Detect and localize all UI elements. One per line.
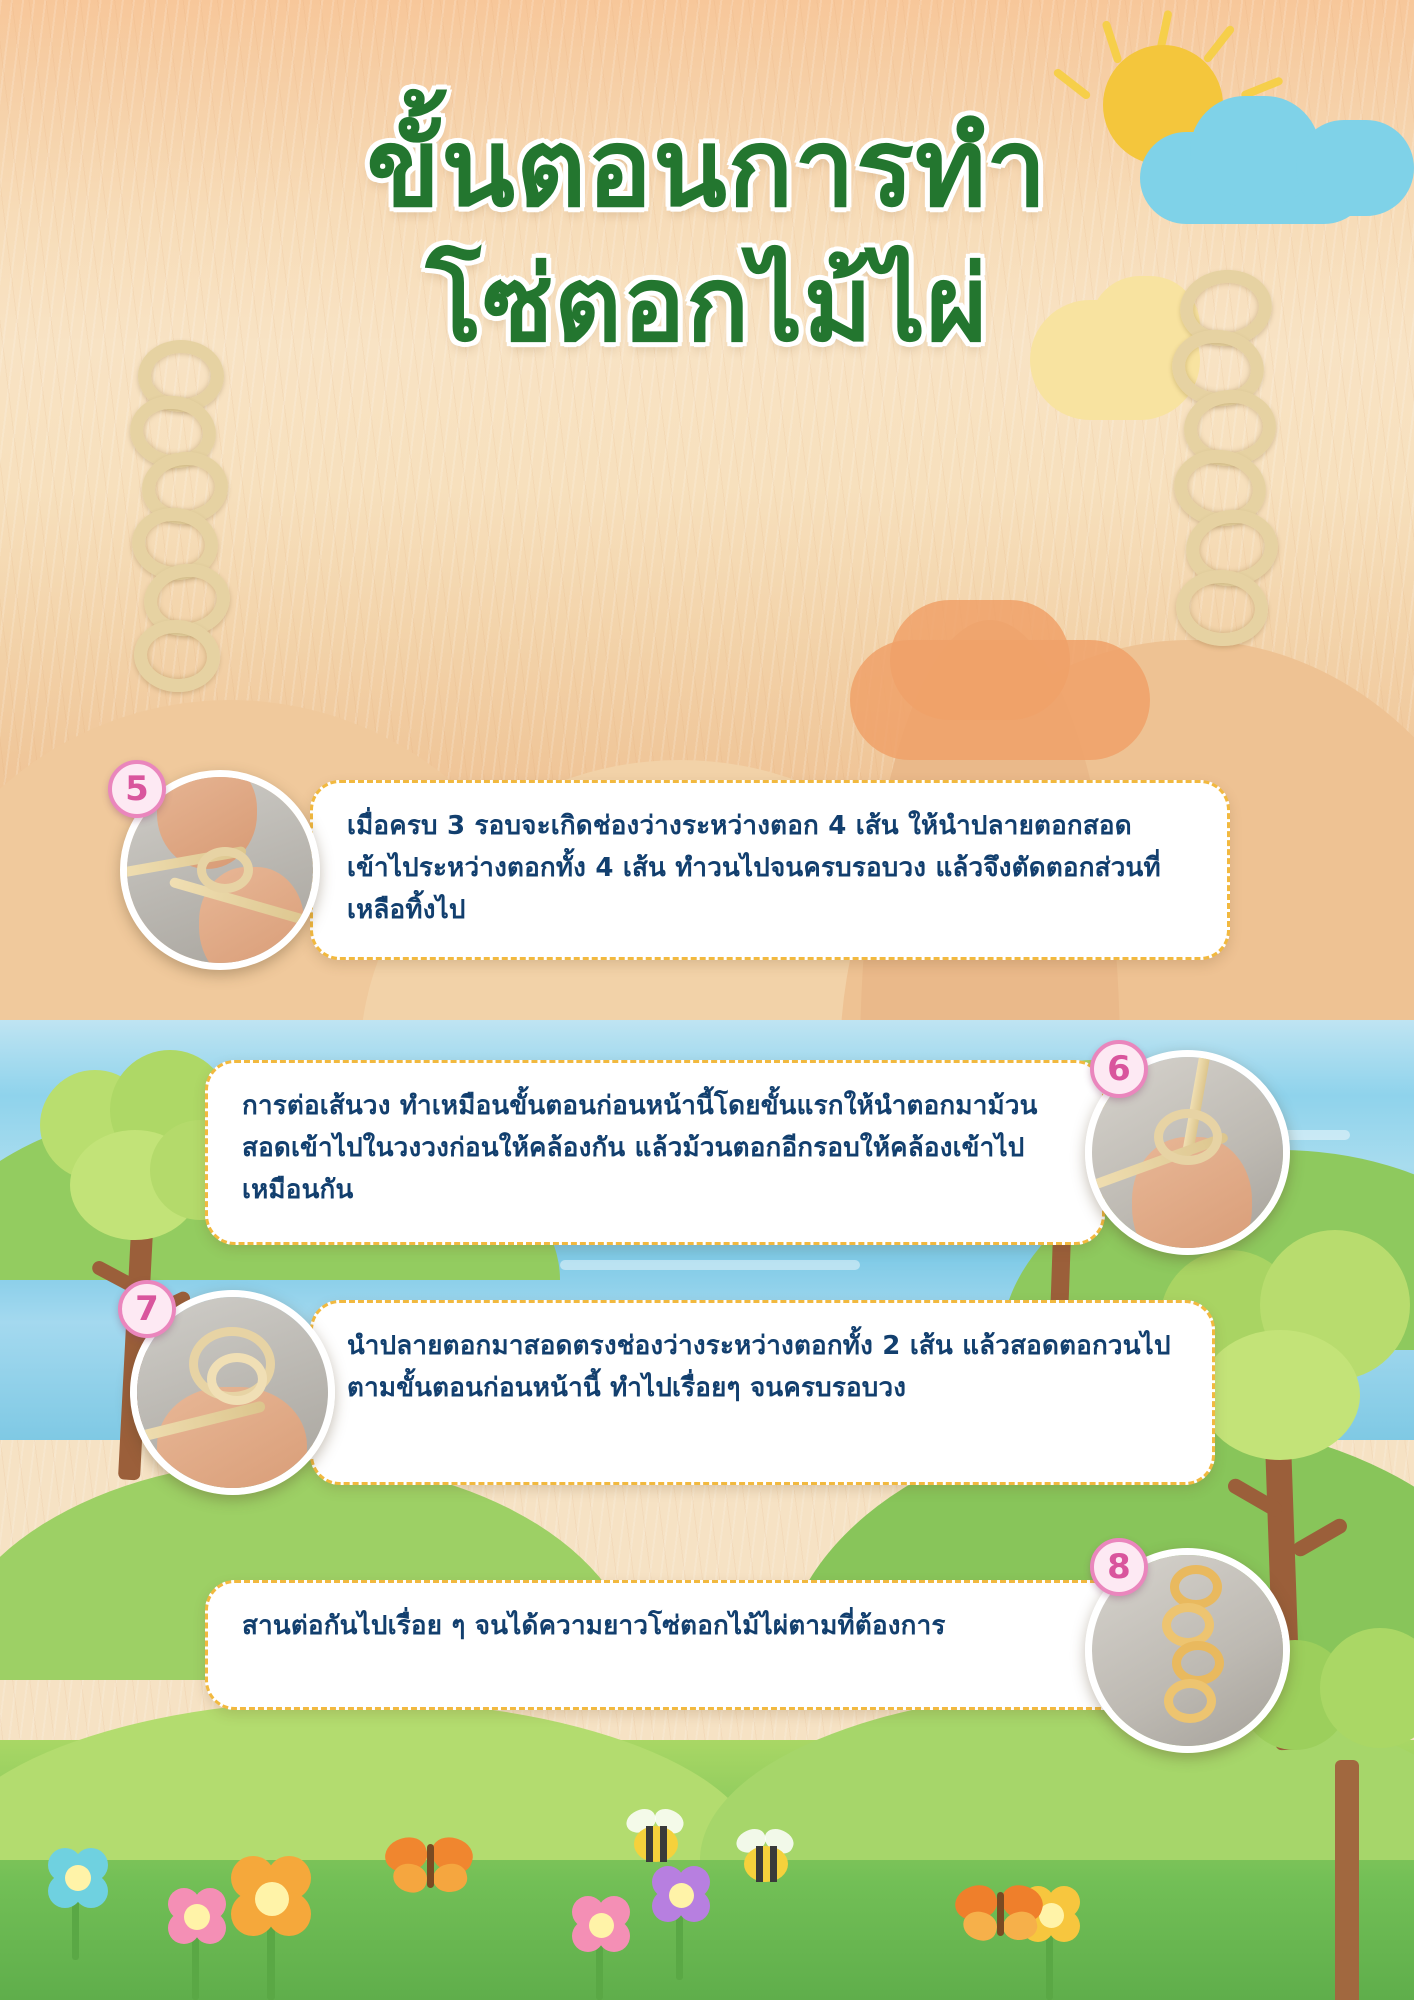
flower-icon xyxy=(215,1850,325,2000)
flower-icon xyxy=(560,1890,640,2000)
shrub-shape xyxy=(890,600,1070,720)
step-5-textbox xyxy=(310,780,1230,960)
step-7-text: นำปลายตอกมาสอดตรงช่องว่างระหว่างตอกทั้ง 2 เส้น แล้วสอดตอกวนไปตามขั้นตอนก่อนหน้านี้ ทำไปเรื่อยๆ จนครบรอบวง xyxy=(347,1331,1171,1404)
step-5-text: เมื่อครบ 3 รอบจะเกิดช่องว่างระหว่างตอก 4 เส้น ให้นำปลายตอกสอดเข้าไประหว่างตอกทั้ง 4 เส้น ทำวนไปจนครบรอบวง แล้วจึงตัดตอกส่วนที่เหลือทิ้งไป xyxy=(347,811,1161,926)
bee-icon xyxy=(730,1830,800,1890)
butterfly-icon xyxy=(385,1832,475,1902)
poster-title xyxy=(0,100,1414,371)
step-6-textbox xyxy=(205,1060,1105,1245)
step-8-textbox xyxy=(205,1580,1135,1710)
step-5-number-badge: 5 xyxy=(108,760,166,818)
step-6-number-badge: 6 xyxy=(1090,1040,1148,1098)
flower-icon xyxy=(30,1840,120,1960)
title-line-2: โซ่ตอกไม้ไผ่ xyxy=(425,243,989,366)
title-line-1: ขั้นตอนการทำ xyxy=(366,106,1048,231)
step-8-number-badge: 8 xyxy=(1090,1538,1148,1596)
bamboo-chain-left xyxy=(120,340,250,770)
step-7-number-badge: 7 xyxy=(118,1280,176,1338)
butterfly-icon xyxy=(955,1880,1045,1950)
wave-line xyxy=(560,1260,860,1270)
flower-icon xyxy=(640,1860,720,1980)
step-8-text: สานต่อกันไปเรื่อย ๆ จนได้ความยาวโซ่ตอกไม้ไผ่ตามที่ต้องการ xyxy=(242,1611,946,1641)
step-7-textbox xyxy=(310,1300,1215,1485)
bee-icon xyxy=(620,1810,690,1870)
step-6-text: การต่อเส้นวง ทำเหมือนขั้นตอนก่อนหน้านี้โดยขั้นแรกให้นำตอกมาม้วนสอดเข้าไปในวงวงก่อนให้คล้องกัน แล้วม้วนตอกอีกรอบให้คล้องเข้าไปเหมือนกัน xyxy=(242,1091,1038,1206)
